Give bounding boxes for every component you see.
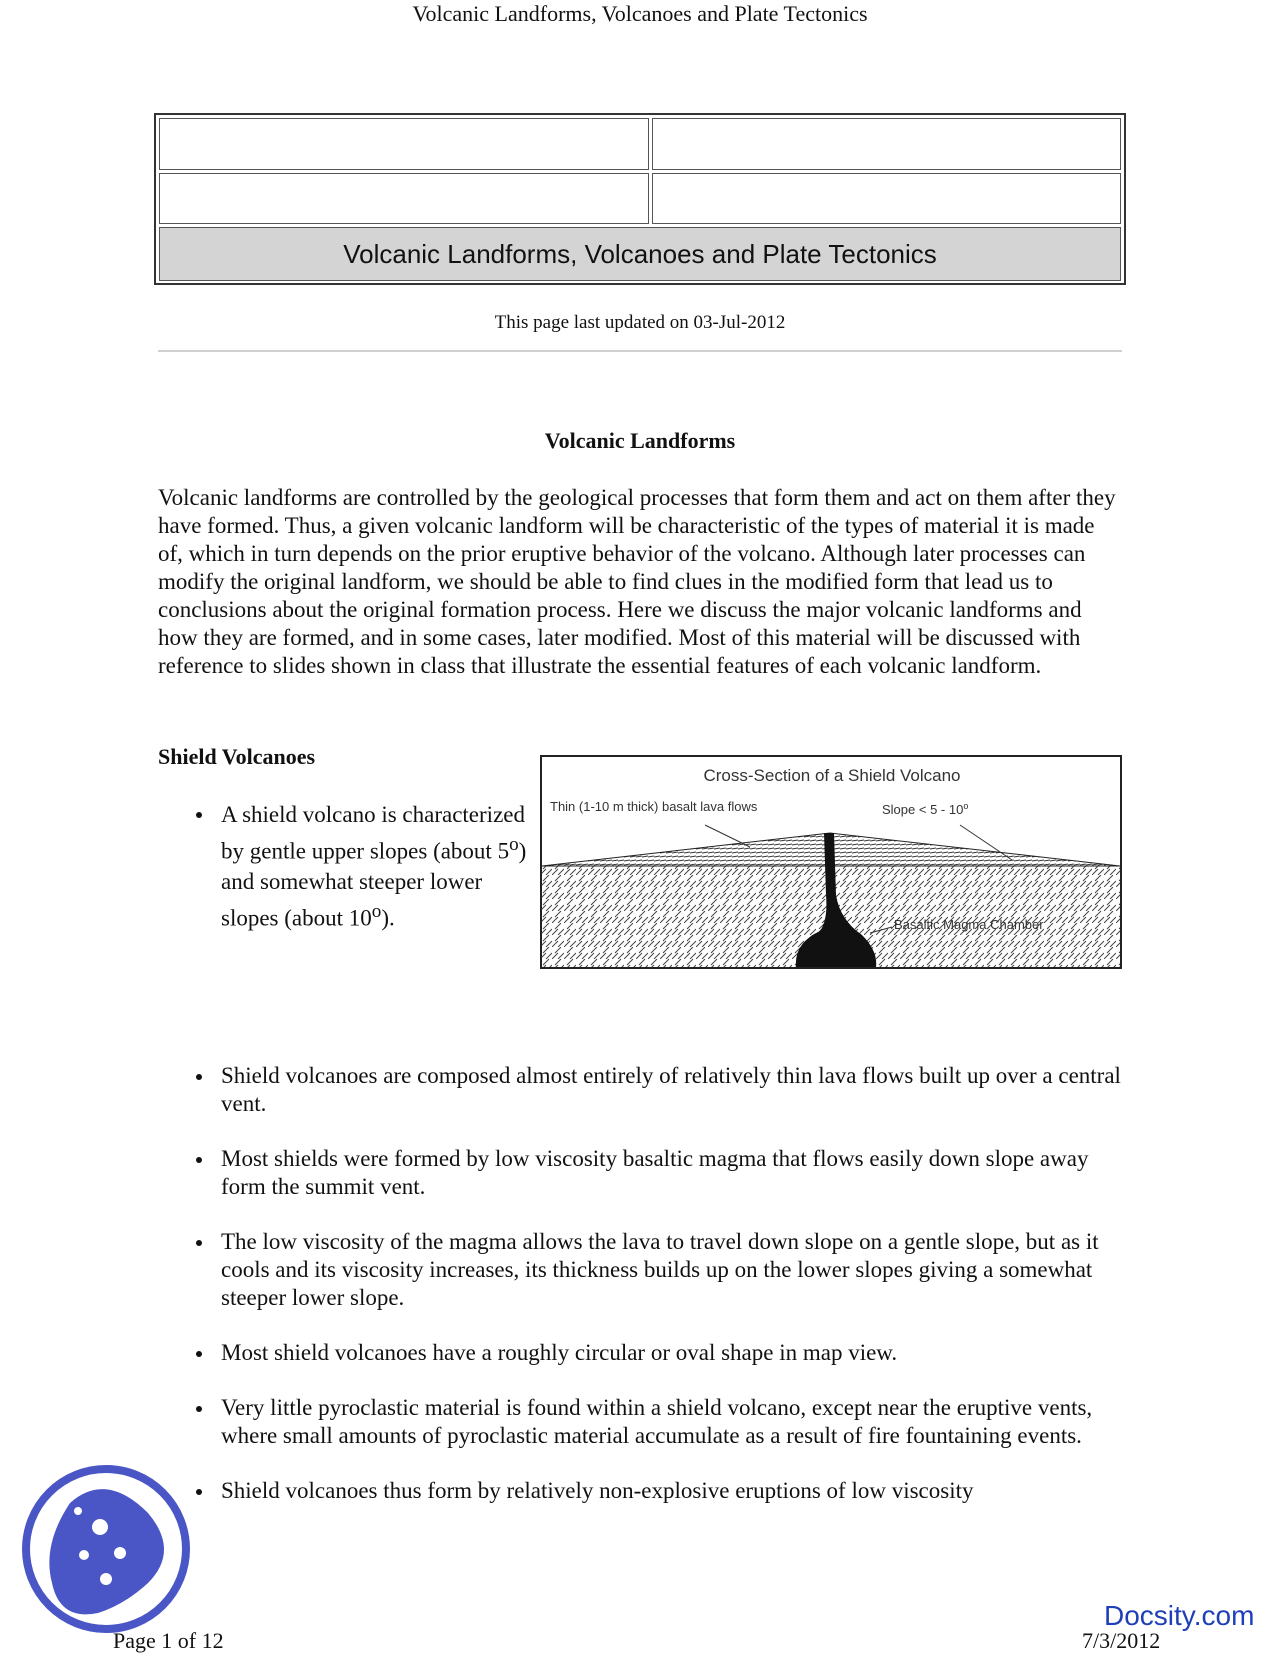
docsity-logo-icon	[20, 1463, 192, 1635]
subsection-heading-shield: Shield Volcanoes	[158, 744, 316, 769]
footer-date: 7/3/2012	[1082, 1628, 1161, 1653]
list-item: The low viscosity of the magma allows the lava to travel down slope on a gentle slope, but as it cools and its viscosity increases, its thickness builds up on the lower slopes giving a somewhat steeper lower slope.	[196, 1228, 1126, 1312]
shield-bullet-list	[196, 1062, 1126, 1532]
shield-volcano-cross-section-figure	[540, 755, 1122, 969]
horizontal-divider	[158, 350, 1122, 352]
title-table-cell-2	[652, 118, 1121, 170]
list-item: A shield volcano is characterized by gentle upper slopes (about 5$^o$) and somewhat steeper lower slopes (about 10$^o$).	[196, 800, 542, 933]
title-table	[154, 113, 1126, 285]
list-item: Very little pyroclastic material is found within a shield volcano, except near the eruptive vents, where small amounts of pyroclastic material accumulate as a result of fire fountaining events.	[196, 1394, 1126, 1450]
last-updated-text: This page last updated on 03-Jul-2012	[494, 312, 786, 333]
section-heading: Volcanic Landforms	[544, 428, 736, 453]
figure-title: Cross-Section of a Shield Volcano	[703, 766, 961, 785]
list-item: Shield volcanoes thus form by relatively non-explosive eruptions of low viscosity	[196, 1477, 1126, 1505]
list-item: Most shields were formed by low viscosity basaltic magma that flows easily down slope away form the summit vent.	[196, 1145, 1126, 1201]
list-item: Shield volcanoes are composed almost entirely of relatively thin lava flows built up over a central vent.	[196, 1062, 1126, 1118]
docsity-brand-text: Docsity.com	[1104, 1600, 1255, 1631]
intro-paragraph: Volcanic landforms are controlled by the geological processes that form them and act on them after they have formed. Thus, a given volcanic landform will be characteristic of the types of material it is made of, which in turn depends on the prior eruptive behavior of the volcano. Although later processes can modify the original landform, we should be able to find clues in the modified form that lead us to conclusions about the original formation process. Here we discuss the major volcanic landforms and how they are formed, and in some cases, later modified. Most of this material will be discussed with reference to slides shown in class that illustrate the essential features of each volcanic landform.	[158, 485, 1116, 678]
shield-first-bullet-list	[196, 800, 542, 933]
title-table-cell-4	[652, 173, 1121, 224]
page-title-banner: Volcanic Landforms, Volcanoes and Plate Tectonics	[159, 227, 1121, 281]
title-table-cell-3	[159, 173, 649, 224]
page-number: Page 1 of 12	[113, 1628, 224, 1653]
title-table-cell-1	[159, 118, 649, 170]
chamber-label: Basaltic Magma Chamber	[894, 917, 1044, 932]
list-item: Most shield volcanoes have a roughly circular or oval shape in map view.	[196, 1339, 1126, 1367]
page-running-header: Volcanic Landforms, Volcanoes and Plate Tectonics	[412, 1, 868, 26]
flows-label: Thin (1-10 m thick) basalt lava flows	[550, 799, 758, 814]
slope-label: Slope < 5 - 10$^o$	[882, 801, 969, 817]
